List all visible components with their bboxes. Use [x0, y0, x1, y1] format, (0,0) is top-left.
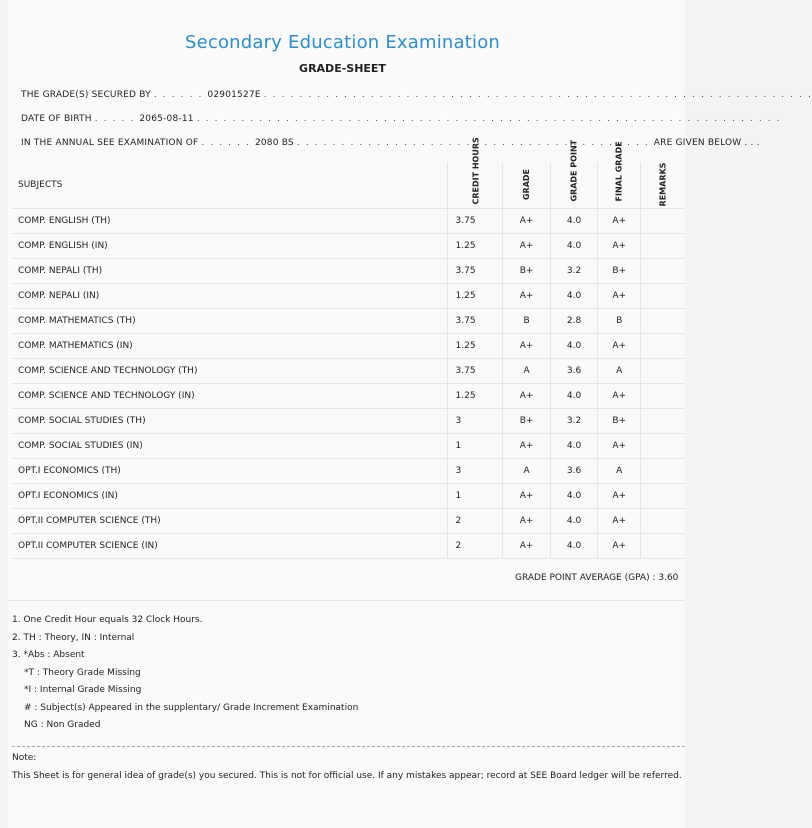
table-row	[12, 359, 685, 384]
grade-cell: A+	[503, 384, 550, 409]
grade-point-cell: 3.6	[550, 359, 598, 384]
grade-point-cell: 4.0	[550, 284, 598, 309]
remarks-cell	[641, 509, 685, 534]
credit-hours-cell: 3	[447, 409, 503, 434]
credit-hours-cell: 1.25	[447, 284, 503, 309]
final-grade-cell: A+	[598, 534, 641, 559]
gpa-label: GRADE POINT AVERAGE (GPA) :	[515, 573, 656, 583]
remarks-cell	[641, 209, 685, 234]
secured-by-label: THE GRADE(S) SECURED BY	[21, 90, 151, 100]
grade-point-cell: 4.0	[550, 509, 598, 534]
table-row	[12, 459, 685, 484]
remarks-cell	[641, 384, 685, 409]
final-grade-cell: B+	[598, 409, 641, 434]
footer-note-body: This Sheet is for general idea of grade(s) you secured. This is not for official use. If any mistakes appear; record at SEE Board ledger will be referred.	[12, 771, 682, 781]
final-grade-cell: A	[598, 359, 641, 384]
remarks-cell	[641, 359, 685, 384]
subjects-header: SUBJECTS	[12, 162, 447, 209]
note-item: 3. *Abs : Absent	[12, 650, 85, 660]
table-row	[12, 209, 685, 234]
credit-hours-cell: 1.25	[447, 234, 503, 259]
dashed-divider	[12, 746, 685, 747]
final-grade-cell: A+	[598, 434, 641, 459]
remarks-cell	[641, 459, 685, 484]
gpa-line	[515, 573, 678, 583]
table-row	[12, 534, 685, 559]
final-grade-header-text: FINAL GRADE	[614, 141, 624, 202]
credit-hours-cell: 2	[447, 534, 503, 559]
grade-point-cell: 4.0	[550, 334, 598, 359]
subject-cell: COMP. NEPALI (IN)	[12, 284, 447, 309]
grade-cell: B	[503, 309, 550, 334]
grade-point-cell: 3.2	[550, 259, 598, 284]
subject-cell: OPT.I ECONOMICS (TH)	[12, 459, 447, 484]
table-row	[12, 284, 685, 309]
notes-list	[12, 612, 358, 735]
remarks-cell	[641, 334, 685, 359]
credit-hours-cell: 1.25	[447, 334, 503, 359]
table-row	[12, 509, 685, 534]
table-row	[12, 484, 685, 509]
table-header-row	[12, 162, 685, 209]
final-grade-header	[598, 141, 641, 209]
grade-header-text: GRADE	[522, 168, 532, 201]
grade-cell: A+	[503, 284, 550, 309]
grade-cell: A+	[503, 234, 550, 259]
exam-value: 2080 BS	[254, 138, 294, 148]
grade-point-header	[550, 139, 598, 209]
credit-hours-cell: 3.75	[447, 259, 503, 284]
subject-cell: OPT.II COMPUTER SCIENCE (IN)	[12, 534, 447, 559]
table-row	[12, 384, 685, 409]
final-grade-cell: A	[598, 459, 641, 484]
credit-hours-cell: 1	[447, 434, 503, 459]
grade-point-cell: 4.0	[550, 384, 598, 409]
credit-hours-header	[447, 137, 503, 209]
final-grade-cell: A+	[598, 234, 641, 259]
dob-label: DATE OF BIRTH	[21, 114, 92, 124]
grade-cell: A+	[503, 484, 550, 509]
grade-cell: A+	[503, 334, 550, 359]
subject-cell: COMP. MATHEMATICS (IN)	[12, 334, 447, 359]
remarks-cell	[641, 484, 685, 509]
exam-line: IN THE ANNUAL SEE EXAMINATION OF . . . . . . 2080 BS . . . . . . . . . . . . . . . . . . . . . . . . . . . . . . . . . . . . . . . . ARE GIVEN BELOW . . .	[21, 138, 760, 148]
grade-point-header-text: GRADE POINT	[569, 139, 579, 202]
grade-point-cell: 4.0	[550, 209, 598, 234]
page-title: Secondary Education Examination	[184, 32, 501, 53]
grade-point-cell: 2.8	[550, 309, 598, 334]
grade-cell: A+	[503, 434, 550, 459]
subject-cell: COMP. SOCIAL STUDIES (TH)	[12, 409, 447, 434]
credit-hours-cell: 3.75	[447, 359, 503, 384]
table-row	[12, 334, 685, 359]
gpa-value: 3.60	[658, 573, 679, 583]
subject-cell: COMP. SCIENCE AND TECHNOLOGY (IN)	[12, 384, 447, 409]
grade-cell: B+	[503, 409, 550, 434]
secured-by-value: 02901527E	[207, 90, 261, 100]
subject-cell: OPT.II COMPUTER SCIENCE (TH)	[12, 509, 447, 534]
final-grade-cell: A+	[598, 284, 641, 309]
remarks-cell	[641, 309, 685, 334]
final-grade-cell: B	[598, 309, 641, 334]
remarks-cell	[641, 409, 685, 434]
remarks-cell	[641, 259, 685, 284]
subject-cell: COMP. NEPALI (TH)	[12, 259, 447, 284]
dob-line: DATE OF BIRTH . . . . . 2065-08-11 . . . . . . . . . . . . . . . . . . . . . . . . . . . . . . . . . . . . . . . . . . . . . . . . . . . . . . . . . . . . . . . . . .	[21, 114, 782, 124]
credit-hours-header-text: CREDIT HOURS	[471, 137, 481, 205]
subject-cell: COMP. ENGLISH (TH)	[12, 209, 447, 234]
grade-cell: B+	[503, 259, 550, 284]
final-grade-cell: A+	[598, 384, 641, 409]
table-row	[12, 309, 685, 334]
note-item: *T : Theory Grade Missing	[24, 667, 141, 678]
remarks-header	[641, 162, 685, 209]
footer-note-title: Note:	[12, 753, 37, 763]
remarks-cell	[641, 434, 685, 459]
grade-point-cell: 3.2	[550, 409, 598, 434]
note-item: 2. TH : Theory, IN : Internal	[12, 632, 135, 643]
remarks-cell	[641, 534, 685, 559]
note-item: NG : Non Graded	[24, 720, 101, 730]
final-grade-cell: B+	[598, 259, 641, 284]
subject-cell: COMP. ENGLISH (IN)	[12, 234, 447, 259]
table-row	[12, 259, 685, 284]
subject-cell: OPT.I ECONOMICS (IN)	[12, 484, 447, 509]
exam-label: IN THE ANNUAL SEE EXAMINATION OF	[21, 138, 199, 148]
note-item: *I : Internal Grade Missing	[24, 685, 142, 695]
credit-hours-cell: 3	[447, 459, 503, 484]
grade-point-cell: 4.0	[550, 234, 598, 259]
table-row	[12, 234, 685, 259]
table-row	[12, 409, 685, 434]
table-row	[12, 434, 685, 459]
final-grade-cell: A+	[598, 334, 641, 359]
credit-hours-cell: 1.25	[447, 384, 503, 409]
final-grade-cell: A+	[598, 209, 641, 234]
given-below-text: ARE GIVEN BELOW . . .	[653, 138, 760, 148]
final-grade-cell: A+	[598, 509, 641, 534]
grade-cell: A+	[503, 534, 550, 559]
page-subtitle: GRADE-SHEET	[299, 62, 386, 75]
credit-hours-cell: 3.75	[447, 209, 503, 234]
credit-hours-cell: 3.75	[447, 309, 503, 334]
grade-cell: A+	[503, 209, 550, 234]
secured-by-line: THE GRADE(S) SECURED BY . . . . . . 02901527E . . . . . . . . . . . . . . . . . . . . . . . . . . . . . . . . . . . . . . . . . . . . . . . . . . . . . . . . . . . . . .	[21, 90, 812, 100]
remarks-cell	[641, 234, 685, 259]
subject-cell: COMP. MATHEMATICS (TH)	[12, 309, 447, 334]
subject-cell: COMP. SCIENCE AND TECHNOLOGY (TH)	[12, 359, 447, 384]
grade-point-cell: 3.6	[550, 459, 598, 484]
grade-cell: A	[503, 459, 550, 484]
grade-point-cell: 4.0	[550, 534, 598, 559]
grade-cell: A	[503, 359, 550, 384]
grade-header	[503, 162, 550, 209]
divider	[8, 600, 685, 601]
final-grade-cell: A+	[598, 484, 641, 509]
grade-point-cell: 4.0	[550, 434, 598, 459]
note-item: # : Subject(s) Appeared in the supplentary/ Grade Increment Examination	[24, 702, 359, 713]
remarks-header-text: REMARKS	[658, 162, 668, 207]
dob-value: 2065-08-11	[139, 114, 194, 124]
credit-hours-cell: 2	[447, 509, 503, 534]
grade-cell: A+	[503, 509, 550, 534]
grade-point-cell: 4.0	[550, 484, 598, 509]
remarks-cell	[641, 284, 685, 309]
note-item: 1. One Credit Hour equals 32 Clock Hours.	[12, 615, 203, 625]
subject-cell: COMP. SOCIAL STUDIES (IN)	[12, 434, 447, 459]
credit-hours-cell: 1	[447, 484, 503, 509]
